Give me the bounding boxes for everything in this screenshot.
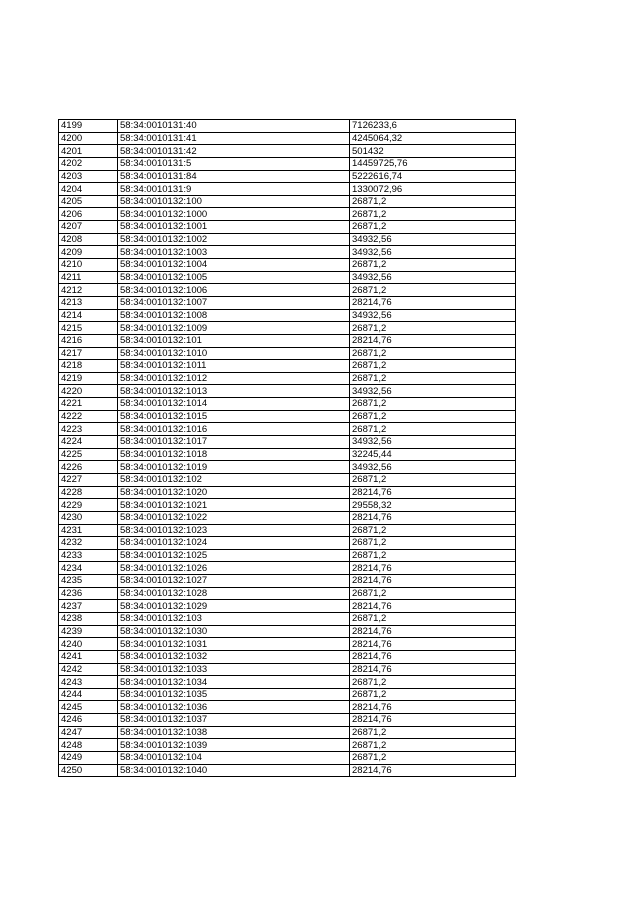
row-number-cell: 4223 (59, 423, 118, 436)
value-cell: 4245064,32 (350, 132, 516, 145)
row-number-cell: 4220 (59, 385, 118, 398)
cadastral-number-cell: 58:34:0010132:1040 (118, 764, 350, 777)
row-number-cell: 4200 (59, 132, 118, 145)
value-cell: 34932,56 (350, 436, 516, 449)
cadastral-number-cell: 58:34:0010132:1005 (118, 271, 350, 284)
row-number-cell: 4243 (59, 676, 118, 689)
row-number-cell: 4206 (59, 208, 118, 221)
cadastral-number-cell: 58:34:0010132:1019 (118, 461, 350, 474)
cadastral-number-cell: 58:34:0010131:42 (118, 145, 350, 158)
cadastral-number-cell: 58:34:0010132:1029 (118, 600, 350, 613)
cadastral-number-cell: 58:34:0010132:1020 (118, 486, 350, 499)
value-cell: 28214,76 (350, 650, 516, 663)
table-row (59, 663, 516, 676)
row-number-cell: 4213 (59, 296, 118, 309)
table-row (59, 650, 516, 663)
table-row (59, 170, 516, 183)
row-number-cell: 4231 (59, 524, 118, 537)
row-number-cell: 4210 (59, 259, 118, 272)
cadastral-number-cell: 58:34:0010132:1021 (118, 499, 350, 512)
table-row (59, 587, 516, 600)
value-cell: 26871,2 (350, 360, 516, 373)
value-cell: 26871,2 (350, 473, 516, 486)
value-cell: 26871,2 (350, 524, 516, 537)
value-cell: 26871,2 (350, 739, 516, 752)
table-row (59, 423, 516, 436)
value-cell: 28214,76 (350, 663, 516, 676)
table-row (59, 334, 516, 347)
cadastral-number-cell: 58:34:0010131:40 (118, 120, 350, 133)
cadastral-number-cell: 58:34:0010132:1009 (118, 322, 350, 335)
value-cell: 1330072,96 (350, 183, 516, 196)
table-row (59, 385, 516, 398)
cadastral-number-cell: 58:34:0010132:1032 (118, 650, 350, 663)
value-cell: 29558,32 (350, 499, 516, 512)
row-number-cell: 4214 (59, 309, 118, 322)
table-row (59, 372, 516, 385)
cadastral-number-cell: 58:34:0010132:1000 (118, 208, 350, 221)
table-row (59, 473, 516, 486)
cadastral-number-cell: 58:34:0010132:1017 (118, 436, 350, 449)
value-cell: 28214,76 (350, 714, 516, 727)
table-row (59, 322, 516, 335)
cadastral-number-cell: 58:34:0010132:1006 (118, 284, 350, 297)
cadastral-number-cell: 58:34:0010132:1003 (118, 246, 350, 259)
cadastral-number-cell: 58:34:0010132:1024 (118, 537, 350, 550)
value-cell: 7126233,6 (350, 120, 516, 133)
row-number-cell: 4245 (59, 701, 118, 714)
cadastral-number-cell: 58:34:0010132:1035 (118, 688, 350, 701)
table-row (59, 764, 516, 777)
table-row (59, 448, 516, 461)
row-number-cell: 4207 (59, 221, 118, 234)
row-number-cell: 4205 (59, 195, 118, 208)
value-cell: 28214,76 (350, 600, 516, 613)
table-row (59, 701, 516, 714)
cadastral-number-cell: 58:34:0010132:1011 (118, 360, 350, 373)
value-cell: 32245,44 (350, 448, 516, 461)
row-number-cell: 4242 (59, 663, 118, 676)
table-row (59, 233, 516, 246)
cadastral-number-cell: 58:34:0010132:1018 (118, 448, 350, 461)
table-row (59, 600, 516, 613)
value-cell: 26871,2 (350, 587, 516, 600)
row-number-cell: 4227 (59, 473, 118, 486)
row-number-cell: 4204 (59, 183, 118, 196)
cadastral-number-cell: 58:34:0010132:1013 (118, 385, 350, 398)
table-row (59, 398, 516, 411)
value-cell: 28214,76 (350, 625, 516, 638)
table-row (59, 461, 516, 474)
value-cell: 34932,56 (350, 233, 516, 246)
cadastral-number-cell: 58:34:0010132:103 (118, 612, 350, 625)
value-cell: 34932,56 (350, 385, 516, 398)
cadastral-number-cell: 58:34:0010132:101 (118, 334, 350, 347)
row-number-cell: 4201 (59, 145, 118, 158)
table-row (59, 562, 516, 575)
table-row (59, 549, 516, 562)
cadastral-number-cell: 58:34:0010132:1001 (118, 221, 350, 234)
table-row (59, 676, 516, 689)
row-number-cell: 4234 (59, 562, 118, 575)
table-row (59, 612, 516, 625)
value-cell: 501432 (350, 145, 516, 158)
value-cell: 26871,2 (350, 612, 516, 625)
row-number-cell: 4226 (59, 461, 118, 474)
row-number-cell: 4236 (59, 587, 118, 600)
table-row (59, 436, 516, 449)
value-cell: 26871,2 (350, 549, 516, 562)
row-number-cell: 4235 (59, 575, 118, 588)
table-row (59, 132, 516, 145)
row-number-cell: 4247 (59, 726, 118, 739)
table-row (59, 739, 516, 752)
row-number-cell: 4225 (59, 448, 118, 461)
value-cell: 28214,76 (350, 575, 516, 588)
value-cell: 26871,2 (350, 195, 516, 208)
cadastral-number-cell: 58:34:0010132:1028 (118, 587, 350, 600)
table-row (59, 347, 516, 360)
row-number-cell: 4249 (59, 752, 118, 765)
row-number-cell: 4218 (59, 360, 118, 373)
table-row (59, 120, 516, 133)
row-number-cell: 4233 (59, 549, 118, 562)
cadastral-number-cell: 58:34:0010132:1010 (118, 347, 350, 360)
row-number-cell: 4202 (59, 157, 118, 170)
table-row (59, 537, 516, 550)
row-number-cell: 4215 (59, 322, 118, 335)
cadastral-number-cell: 58:34:0010132:1022 (118, 511, 350, 524)
cadastral-number-cell: 58:34:0010132:100 (118, 195, 350, 208)
row-number-cell: 4229 (59, 499, 118, 512)
row-number-cell: 4221 (59, 398, 118, 411)
cadastral-number-cell: 58:34:0010131:5 (118, 157, 350, 170)
cadastral-number-cell: 58:34:0010132:1016 (118, 423, 350, 436)
value-cell: 26871,2 (350, 410, 516, 423)
table-row (59, 638, 516, 651)
value-cell: 28214,76 (350, 296, 516, 309)
cadastral-number-cell: 58:34:0010132:1039 (118, 739, 350, 752)
row-number-cell: 4241 (59, 650, 118, 663)
table-row (59, 625, 516, 638)
cadastral-number-cell: 58:34:0010132:1007 (118, 296, 350, 309)
value-cell: 26871,2 (350, 688, 516, 701)
cadastral-number-cell: 58:34:0010132:1004 (118, 259, 350, 272)
value-cell: 26871,2 (350, 284, 516, 297)
row-number-cell: 4239 (59, 625, 118, 638)
row-number-cell: 4246 (59, 714, 118, 727)
value-cell: 28214,76 (350, 562, 516, 575)
cadastral-number-cell: 58:34:0010131:84 (118, 170, 350, 183)
value-cell: 26871,2 (350, 347, 516, 360)
cadastral-number-cell: 58:34:0010132:1012 (118, 372, 350, 385)
value-cell: 34932,56 (350, 246, 516, 259)
table-row (59, 714, 516, 727)
row-number-cell: 4238 (59, 612, 118, 625)
row-number-cell: 4209 (59, 246, 118, 259)
cadastral-number-cell: 58:34:0010132:1036 (118, 701, 350, 714)
value-cell: 26871,2 (350, 537, 516, 550)
cadastral-number-cell: 58:34:0010132:1030 (118, 625, 350, 638)
row-number-cell: 4211 (59, 271, 118, 284)
table-row (59, 208, 516, 221)
value-cell: 26871,2 (350, 322, 516, 335)
row-number-cell: 4208 (59, 233, 118, 246)
value-cell: 26871,2 (350, 259, 516, 272)
row-number-cell: 4244 (59, 688, 118, 701)
row-number-cell: 4222 (59, 410, 118, 423)
cadastral-number-cell: 58:34:0010131:41 (118, 132, 350, 145)
cadastral-number-cell: 58:34:0010132:1034 (118, 676, 350, 689)
cadastral-number-cell: 58:34:0010132:1031 (118, 638, 350, 651)
value-cell: 34932,56 (350, 461, 516, 474)
cadastral-number-cell: 58:34:0010132:1026 (118, 562, 350, 575)
row-number-cell: 4228 (59, 486, 118, 499)
cadastral-number-cell: 58:34:0010132:1002 (118, 233, 350, 246)
row-number-cell: 4240 (59, 638, 118, 651)
table-row (59, 524, 516, 537)
table-row (59, 511, 516, 524)
row-number-cell: 4250 (59, 764, 118, 777)
table-row (59, 410, 516, 423)
table-row (59, 688, 516, 701)
cadastral-number-cell: 58:34:0010132:1033 (118, 663, 350, 676)
table-row (59, 575, 516, 588)
cadastral-number-cell: 58:34:0010132:1008 (118, 309, 350, 322)
value-cell: 26871,2 (350, 752, 516, 765)
value-cell: 26871,2 (350, 221, 516, 234)
cadastral-number-cell: 58:34:0010132:1038 (118, 726, 350, 739)
table-row (59, 259, 516, 272)
value-cell: 28214,76 (350, 334, 516, 347)
table-row (59, 752, 516, 765)
value-cell: 5222616,74 (350, 170, 516, 183)
table-row (59, 296, 516, 309)
value-cell: 34932,56 (350, 271, 516, 284)
value-cell: 28214,76 (350, 701, 516, 714)
value-cell: 28214,76 (350, 486, 516, 499)
table-row (59, 499, 516, 512)
table-row (59, 360, 516, 373)
value-cell: 14459725,76 (350, 157, 516, 170)
row-number-cell: 4248 (59, 739, 118, 752)
value-cell: 26871,2 (350, 726, 516, 739)
value-cell: 28214,76 (350, 638, 516, 651)
row-number-cell: 4237 (59, 600, 118, 613)
table-row (59, 145, 516, 158)
table-row (59, 195, 516, 208)
row-number-cell: 4216 (59, 334, 118, 347)
value-cell: 26871,2 (350, 423, 516, 436)
row-number-cell: 4232 (59, 537, 118, 550)
cadastral-number-cell: 58:34:0010132:1037 (118, 714, 350, 727)
table-row (59, 726, 516, 739)
table-row (59, 246, 516, 259)
value-cell: 28214,76 (350, 764, 516, 777)
row-number-cell: 4219 (59, 372, 118, 385)
data-table (58, 119, 516, 777)
value-cell: 26871,2 (350, 676, 516, 689)
cadastral-number-cell: 58:34:0010132:1014 (118, 398, 350, 411)
value-cell: 28214,76 (350, 511, 516, 524)
value-cell: 26871,2 (350, 372, 516, 385)
cadastral-number-cell: 58:34:0010132:1027 (118, 575, 350, 588)
table-row (59, 309, 516, 322)
row-number-cell: 4230 (59, 511, 118, 524)
table-row (59, 271, 516, 284)
row-number-cell: 4224 (59, 436, 118, 449)
table-body (59, 120, 516, 777)
cadastral-number-cell: 58:34:0010132:1015 (118, 410, 350, 423)
row-number-cell: 4199 (59, 120, 118, 133)
table-row (59, 157, 516, 170)
row-number-cell: 4212 (59, 284, 118, 297)
value-cell: 34932,56 (350, 309, 516, 322)
value-cell: 26871,2 (350, 208, 516, 221)
row-number-cell: 4203 (59, 170, 118, 183)
table-row (59, 486, 516, 499)
value-cell: 26871,2 (350, 398, 516, 411)
cadastral-number-cell: 58:34:0010131:9 (118, 183, 350, 196)
table-row (59, 284, 516, 297)
row-number-cell: 4217 (59, 347, 118, 360)
cadastral-number-cell: 58:34:0010132:102 (118, 473, 350, 486)
cadastral-number-cell: 58:34:0010132:1023 (118, 524, 350, 537)
table-row (59, 221, 516, 234)
table-row (59, 183, 516, 196)
cadastral-number-cell: 58:34:0010132:1025 (118, 549, 350, 562)
cadastral-number-cell: 58:34:0010132:104 (118, 752, 350, 765)
